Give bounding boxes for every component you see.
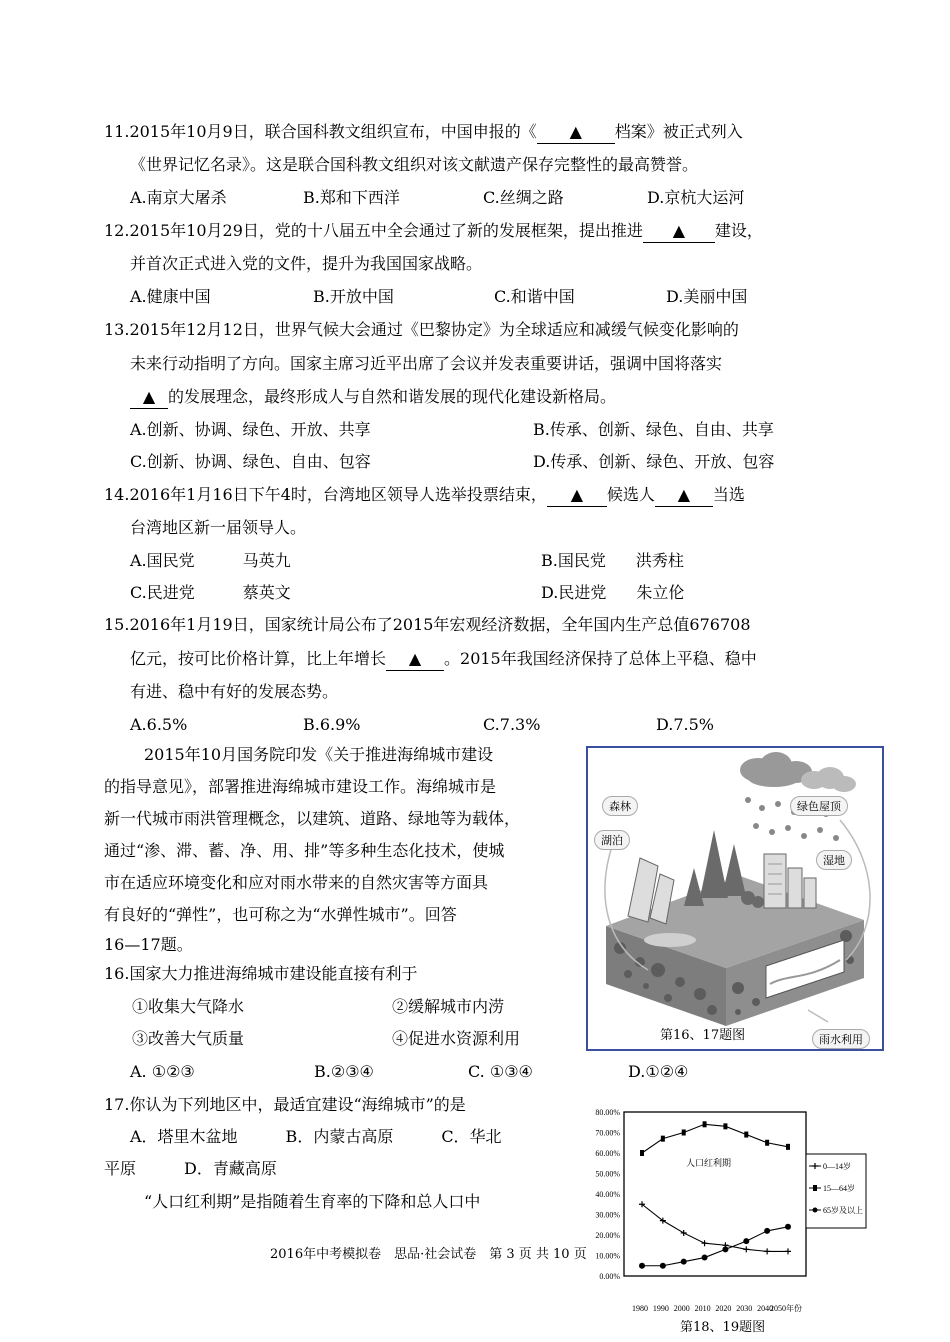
q14-line1: 14.2016年1月16日下午4时，台湾地区领导人选举投票结束， ▲ 候选人 ▲ 当选 xyxy=(104,484,745,507)
q15-line2: 亿元，按可比价格计算，比上年增长 ▲ 。2015年我国经济保持了总体上平稳、稳中 xyxy=(130,648,757,671)
passage-line: 市在适应环境变化和应对雨水带来的自然灾害等方面具 xyxy=(104,873,489,892)
q15-option-c: C.7.3% xyxy=(483,715,541,734)
data-point xyxy=(681,1230,687,1236)
data-point xyxy=(786,1144,790,1150)
q16-option-b: B.②③④ xyxy=(314,1062,374,1081)
answer-blank: ▲ xyxy=(130,386,168,409)
passage-line: 2015年10月国务院印发《关于推进海绵城市建设 xyxy=(144,745,494,764)
x-tick-label: 2030 xyxy=(736,1304,753,1313)
sponge-city-illustration xyxy=(588,748,882,1049)
q17-stem: 17.你认为下列地区中，最适宜建设“海绵城市”的是 xyxy=(104,1095,466,1114)
q14-line2: 台湾地区新一届领导人。 xyxy=(130,518,307,537)
q16-option-a: A. ①②③ xyxy=(130,1062,195,1081)
q12-option-c: C.和谐中国 xyxy=(494,287,575,306)
x-tick-label: 1990 xyxy=(652,1304,669,1313)
x-tick-label: 1980 xyxy=(632,1304,648,1313)
x-tick-label: 2040 xyxy=(757,1304,774,1313)
q12-option-d: D.美丽中国 xyxy=(666,287,748,306)
q16-option-d: D.①②④ xyxy=(628,1062,689,1081)
label-wetland: 湿地 xyxy=(816,850,852,870)
data-point xyxy=(640,1150,644,1156)
passage-line: 通过“渗、滞、蓄、净、用、排”等多种生态化技术，使城 xyxy=(104,841,505,860)
data-point xyxy=(722,1246,728,1252)
legend-marker xyxy=(813,1208,818,1213)
q15-option-d: D.7.5% xyxy=(656,715,714,734)
q11-line2: 《世界记忆名录》。这是联合国科教文组织对该文献遗产保存完整性的最高赞誉。 xyxy=(130,155,699,174)
q15-option-b: B.6.9% xyxy=(303,715,361,734)
x-tick-label: 2020 xyxy=(715,1304,732,1313)
passage-line: 新一代城市雨洪管理概念，以建筑、道路、绿地等为载体， xyxy=(104,809,521,828)
answer-blank: ▲ xyxy=(386,648,444,671)
q16-item-3: ③改善大气质量 xyxy=(132,1029,245,1048)
q14-option-b: B.国民党 洪秀柱 xyxy=(541,551,684,570)
population-line-chart xyxy=(588,1104,870,1336)
data-point xyxy=(764,1248,770,1254)
data-point xyxy=(660,1263,666,1269)
figure1-caption: 第16、17题图 xyxy=(660,1028,746,1043)
y-tick-label: 60.00% xyxy=(595,1149,620,1158)
label-forest: 森林 xyxy=(602,796,638,816)
q13-option-d: D.传承、创新、绿色、开放、包容 xyxy=(533,452,775,471)
q17-line3: 平原 D．青藏高原 xyxy=(104,1159,277,1178)
q16-item-2: ②缓解城市内涝 xyxy=(392,997,505,1016)
q16-stem: 16.国家大力推进海绵城市建设能直接有利于 xyxy=(104,964,418,983)
data-point xyxy=(661,1136,665,1142)
series-line xyxy=(642,1204,788,1251)
data-point xyxy=(785,1248,791,1254)
answer-blank-2: ▲ xyxy=(655,484,713,507)
q12-option-a: A.健康中国 xyxy=(130,287,211,306)
q11-option-d: D.京杭大运河 xyxy=(647,188,745,207)
data-point xyxy=(682,1130,686,1136)
data-point xyxy=(703,1121,707,1127)
data-point xyxy=(743,1246,749,1252)
label-green-roof: 绿色屋顶 xyxy=(790,796,848,816)
y-tick-label: 50.00% xyxy=(595,1169,620,1179)
x-tick-label: 2010 xyxy=(694,1304,711,1313)
data-point xyxy=(743,1238,749,1244)
q11-option-b: B.郑和下西洋 xyxy=(303,188,400,207)
data-point xyxy=(785,1224,791,1230)
q14-option-d: D.民进党 朱立伦 xyxy=(541,583,685,602)
q14-option-a: A.国民党 马英九 xyxy=(130,551,291,570)
population-chart xyxy=(588,1104,870,1336)
data-point xyxy=(702,1240,708,1246)
q12-line2: 并首次正式进入党的文件，提升为我国国家战略。 xyxy=(130,254,483,273)
y-tick-label: 10.00% xyxy=(595,1251,620,1261)
data-point xyxy=(765,1140,769,1146)
passage-line: 的指导意见》，部署推进海绵城市建设工作。海绵城市是 xyxy=(104,777,497,796)
data-point xyxy=(723,1123,727,1129)
q11-option-a: A.南京大屠杀 xyxy=(130,188,227,207)
y-tick-label: 80.00% xyxy=(595,1108,620,1117)
legend-label: 0—14岁 xyxy=(823,1162,851,1171)
chart-title: 人口红利期 xyxy=(686,1158,732,1168)
y-tick-label: 30.00% xyxy=(595,1210,620,1220)
legend-marker xyxy=(813,1185,817,1191)
label-lake: 湖泊 xyxy=(594,830,630,850)
q11-line1: 11.2015年10月9日，联合国科教文组织宣布，中国申报的《 ▲ 档案》被正式列入 xyxy=(104,121,743,144)
legend-label: 65岁及以上 xyxy=(823,1206,863,1215)
x-tick-label: 2050年份 xyxy=(770,1304,802,1313)
sponge-city-figure xyxy=(586,746,884,1051)
page-footer: 2016年中考模拟卷 思品·社会试卷 第 3 页 共 10 页 xyxy=(270,1247,587,1262)
q13-option-b: B.传承、创新、绿色、自由、共享 xyxy=(533,420,774,439)
q15-line3: 有进、稳中有好的发展态势。 xyxy=(130,682,339,701)
q15-line1: 15.2016年1月19日，国家统计局公布了2015年宏观经济数据，全年国内生产总值676708 xyxy=(104,615,751,634)
passage-line: 有良好的“弹性”，也可称之为“水弹性城市”。回答 xyxy=(104,905,457,924)
x-tick-label: 2000 xyxy=(673,1304,690,1313)
q13-line3: ▲ 的发展理念，最终形成人与自然和谐发展的现代化建设新格局。 xyxy=(130,386,616,409)
q17-line2: A．塔里木盆地 B．内蒙古高原 C．华北 xyxy=(130,1127,502,1146)
q14-option-c: C.民进党 蔡英文 xyxy=(130,583,291,602)
passage2: “人口红利期”是指随着生育率的下降和总人口中 xyxy=(144,1192,481,1211)
q13-option-c: C.创新、协调、绿色、自由、包容 xyxy=(130,452,371,471)
q13-option-a: A.创新、协调、绿色、开放、共享 xyxy=(130,420,371,439)
q12-line1: 12.2015年10月29日，党的十八届五中全会通过了新的发展框架，提出推进 ▲ 建设， xyxy=(104,220,763,243)
data-point xyxy=(744,1132,748,1138)
legend-label: 15—64岁 xyxy=(823,1184,855,1193)
data-point xyxy=(639,1263,645,1269)
y-tick-label: 70.00% xyxy=(595,1128,620,1138)
data-point xyxy=(764,1228,770,1234)
q13-line1: 13.2015年12月12日，世界气候大会通过《巴黎协定》为全球适应和减缓气候变化影响的 xyxy=(104,320,739,339)
y-tick-label: 20.00% xyxy=(595,1231,620,1240)
data-point xyxy=(681,1259,687,1265)
q16-item-4: ④促进水资源利用 xyxy=(392,1029,521,1048)
data-point xyxy=(702,1255,708,1261)
answer-blank-1: ▲ xyxy=(547,484,607,507)
y-tick-label: 40.00% xyxy=(595,1190,620,1199)
label-rain-use: 雨水利用 xyxy=(812,1029,870,1049)
passage-line: 16—17题。 xyxy=(104,935,193,954)
answer-blank: ▲ xyxy=(643,220,715,243)
q11-option-c: C.丝绸之路 xyxy=(483,188,564,207)
q16-item-1: ①收集大气降水 xyxy=(132,997,245,1016)
q15-option-a: A.6.5% xyxy=(130,715,188,734)
answer-blank: ▲ xyxy=(537,121,615,144)
y-tick-label: 0.00% xyxy=(599,1272,620,1281)
figure2-caption: 第18、19题图 xyxy=(680,1320,766,1335)
q13-line2: 未来行动指明了方向。国家主席习近平出席了会议并发表重要讲话，强调中国将落实 xyxy=(130,354,723,373)
q12-option-b: B.开放中国 xyxy=(313,287,394,306)
q16-option-c: C. ①③④ xyxy=(468,1062,533,1081)
